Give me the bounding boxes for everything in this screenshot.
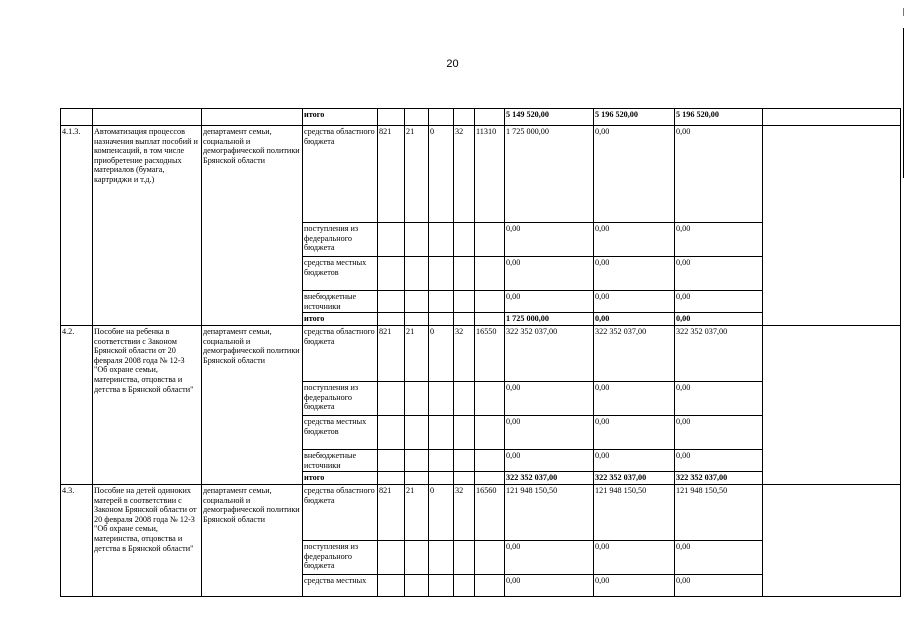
source-label: поступления из федерального бюджета: [303, 223, 378, 257]
empty-cell: [378, 416, 405, 450]
budget-code-code1: 821: [378, 485, 405, 541]
item-main-row: [61, 485, 901, 541]
amount-year1: 1 725 000,00: [505, 126, 594, 223]
empty-cell: [429, 257, 454, 291]
amount-year2: 121 948 150,50: [594, 485, 675, 541]
empty-cell: [93, 109, 202, 126]
empty-cell: [405, 575, 429, 597]
amount-year1: 0,00: [505, 416, 594, 450]
total-amount-year3: 322 352 037,00: [675, 472, 763, 485]
amount-year3: 0,00: [675, 416, 763, 450]
amount-year2: 322 352 037,00: [594, 326, 675, 382]
amount-year2: 0,00: [594, 541, 675, 575]
source-label: средства местных бюджетов: [303, 257, 378, 291]
total-label: итого: [303, 313, 378, 326]
item-name: Пособие на детей одиноких матерей в соответствии с Законом Брянской области от 20 февраля 2008 года № 12-З "Об охране семьи, материнства, отцовства и детства в Брянской области": [93, 485, 202, 597]
empty-cell: [475, 313, 505, 326]
total-amount-year1: 1 725 000,00: [505, 313, 594, 326]
source-label: средства местных бюджетов: [303, 416, 378, 450]
item-main-row: [61, 126, 901, 223]
amount-year3: 0,00: [675, 291, 763, 313]
item-name: Автоматизация процессов назначения выплат пособий и компенсаций, в том числе приобретение расходных материалов (бумага, картриджи и т.д.): [93, 126, 202, 326]
budget-code-code2: 21: [405, 485, 429, 541]
budget-code-code1: 821: [378, 326, 405, 382]
empty-cell: [454, 257, 475, 291]
empty-cell: [378, 291, 405, 313]
amount-year2: 0,00: [594, 291, 675, 313]
amount-year3: 0,00: [675, 450, 763, 472]
empty-cell: [378, 450, 405, 472]
empty-cell: [202, 109, 303, 126]
empty-cell: [429, 416, 454, 450]
amount-year1: 0,00: [505, 291, 594, 313]
amount-year2: 0,00: [594, 223, 675, 257]
amount-year3: 0,00: [675, 257, 763, 291]
amount-year3: 121 948 150,50: [675, 485, 763, 541]
scan-edge-line: [903, 28, 904, 178]
empty-cell: [763, 126, 901, 326]
empty-cell: [475, 257, 505, 291]
amount-year3: 322 352 037,00: [675, 326, 763, 382]
item-main-row: [61, 326, 901, 382]
empty-cell: [405, 382, 429, 416]
empty-cell: [454, 223, 475, 257]
empty-cell: [454, 313, 475, 326]
amount-year1: 322 352 037,00: [505, 326, 594, 382]
empty-cell: [405, 472, 429, 485]
item-executor: департамент семьи, социальной и демографической политики Брянской области: [202, 126, 303, 326]
empty-cell: [454, 472, 475, 485]
empty-cell: [429, 472, 454, 485]
empty-cell: [429, 541, 454, 575]
total-label: итого: [303, 472, 378, 485]
empty-cell: [429, 313, 454, 326]
empty-cell: [454, 575, 475, 597]
amount-year2: 0,00: [594, 450, 675, 472]
amount-year3: 0,00: [675, 541, 763, 575]
item-number: 4.1.3.: [61, 126, 93, 326]
source-label: средства областного бюджета: [303, 326, 378, 382]
empty-cell: [429, 450, 454, 472]
amount-year2: 0,00: [594, 382, 675, 416]
amount-year1: 0,00: [505, 382, 594, 416]
carried-total-row: [61, 109, 901, 126]
amount-year1: 0,00: [505, 257, 594, 291]
empty-cell: [378, 541, 405, 575]
budget-code-code2: 21: [405, 326, 429, 382]
amount-year2: 0,00: [594, 257, 675, 291]
amount-year1: 0,00: [505, 541, 594, 575]
amount-year3: 0,00: [675, 382, 763, 416]
budget-code-code1: 821: [378, 126, 405, 223]
empty-cell: [378, 382, 405, 416]
total-amount-year3: 0,00: [675, 313, 763, 326]
empty-cell: [405, 541, 429, 575]
empty-cell: [378, 472, 405, 485]
source-label: средства областного бюджета: [303, 126, 378, 223]
budget-code-code3: 0: [429, 326, 454, 382]
empty-cell: [405, 313, 429, 326]
amount-year2: 0,00: [594, 575, 675, 597]
total-label: итого: [303, 109, 378, 126]
budget-code-code5: 16560: [475, 485, 505, 541]
budget-code-code4: 32: [454, 326, 475, 382]
empty-cell: [454, 382, 475, 416]
empty-cell: [475, 416, 505, 450]
amount-year3: 0,00: [675, 223, 763, 257]
empty-cell: [454, 109, 475, 126]
item-name: Пособие на ребенка в соответствии с Законом Брянской области от 20 февраля 2008 года № 12-З "Об охране семьи, материнства, отцовства и детства в Брянской области": [93, 326, 202, 485]
empty-cell: [378, 109, 405, 126]
empty-cell: [405, 109, 429, 126]
budget-code-code3: 0: [429, 485, 454, 541]
empty-cell: [378, 257, 405, 291]
amount-year1: 0,00: [505, 223, 594, 257]
empty-cell: [454, 291, 475, 313]
empty-cell: [429, 223, 454, 257]
budget-code-code2: 21: [405, 126, 429, 223]
empty-cell: [378, 575, 405, 597]
total-amount-year2: 0,00: [594, 313, 675, 326]
source-label: средства областного бюджета: [303, 485, 378, 541]
item-number: 4.3.: [61, 485, 93, 597]
budget-code-code5: 11310: [475, 126, 505, 223]
empty-cell: [429, 382, 454, 416]
empty-cell: [405, 257, 429, 291]
empty-cell: [378, 223, 405, 257]
empty-cell: [454, 416, 475, 450]
item-executor: департамент семьи, социальной и демографической политики Брянской области: [202, 326, 303, 485]
page-number: 20: [446, 58, 459, 70]
budget-code-code5: 16550: [475, 326, 505, 382]
amount-year1: 121 948 150,50: [505, 485, 594, 541]
empty-cell: [475, 291, 505, 313]
total-amount-year2: 5 196 520,00: [594, 109, 675, 126]
empty-cell: [475, 472, 505, 485]
empty-cell: [475, 450, 505, 472]
empty-cell: [405, 223, 429, 257]
empty-cell: [475, 382, 505, 416]
total-amount-year1: 5 149 520,00: [505, 109, 594, 126]
source-label: поступления из федерального бюджета: [303, 382, 378, 416]
empty-cell: [763, 485, 901, 597]
empty-cell: [454, 450, 475, 472]
amount-year2: 0,00: [594, 126, 675, 223]
empty-cell: [405, 416, 429, 450]
empty-cell: [429, 575, 454, 597]
empty-cell: [475, 575, 505, 597]
budget-code-code3: 0: [429, 126, 454, 223]
item-number: 4.2.: [61, 326, 93, 485]
empty-cell: [763, 326, 901, 485]
amount-year3: 0,00: [675, 575, 763, 597]
total-amount-year1: 322 352 037,00: [505, 472, 594, 485]
amount-year3: 0,00: [675, 126, 763, 223]
amount-year1: 0,00: [505, 450, 594, 472]
budget-table: [60, 108, 901, 597]
empty-cell: [429, 109, 454, 126]
empty-cell: [475, 541, 505, 575]
empty-cell: [429, 291, 454, 313]
empty-cell: [475, 223, 505, 257]
empty-cell: [378, 313, 405, 326]
amount-year1: 0,00: [505, 575, 594, 597]
empty-cell: [475, 109, 505, 126]
source-label: внебюджетные источники: [303, 291, 378, 313]
amount-year2: 0,00: [594, 416, 675, 450]
source-label: средства местных: [303, 575, 378, 597]
scan-edge-tick: [903, 8, 904, 16]
empty-cell: [405, 291, 429, 313]
source-label: внебюджетные источники: [303, 450, 378, 472]
item-executor: департамент семьи, социальной и демографической политики Брянской области: [202, 485, 303, 597]
empty-cell: [405, 450, 429, 472]
empty-cell: [763, 109, 901, 126]
budget-code-code4: 32: [454, 126, 475, 223]
total-amount-year2: 322 352 037,00: [594, 472, 675, 485]
budget-code-code4: 32: [454, 485, 475, 541]
empty-cell: [61, 109, 93, 126]
total-amount-year3: 5 196 520,00: [675, 109, 763, 126]
source-label: поступления из федерального бюджета: [303, 541, 378, 575]
empty-cell: [454, 541, 475, 575]
